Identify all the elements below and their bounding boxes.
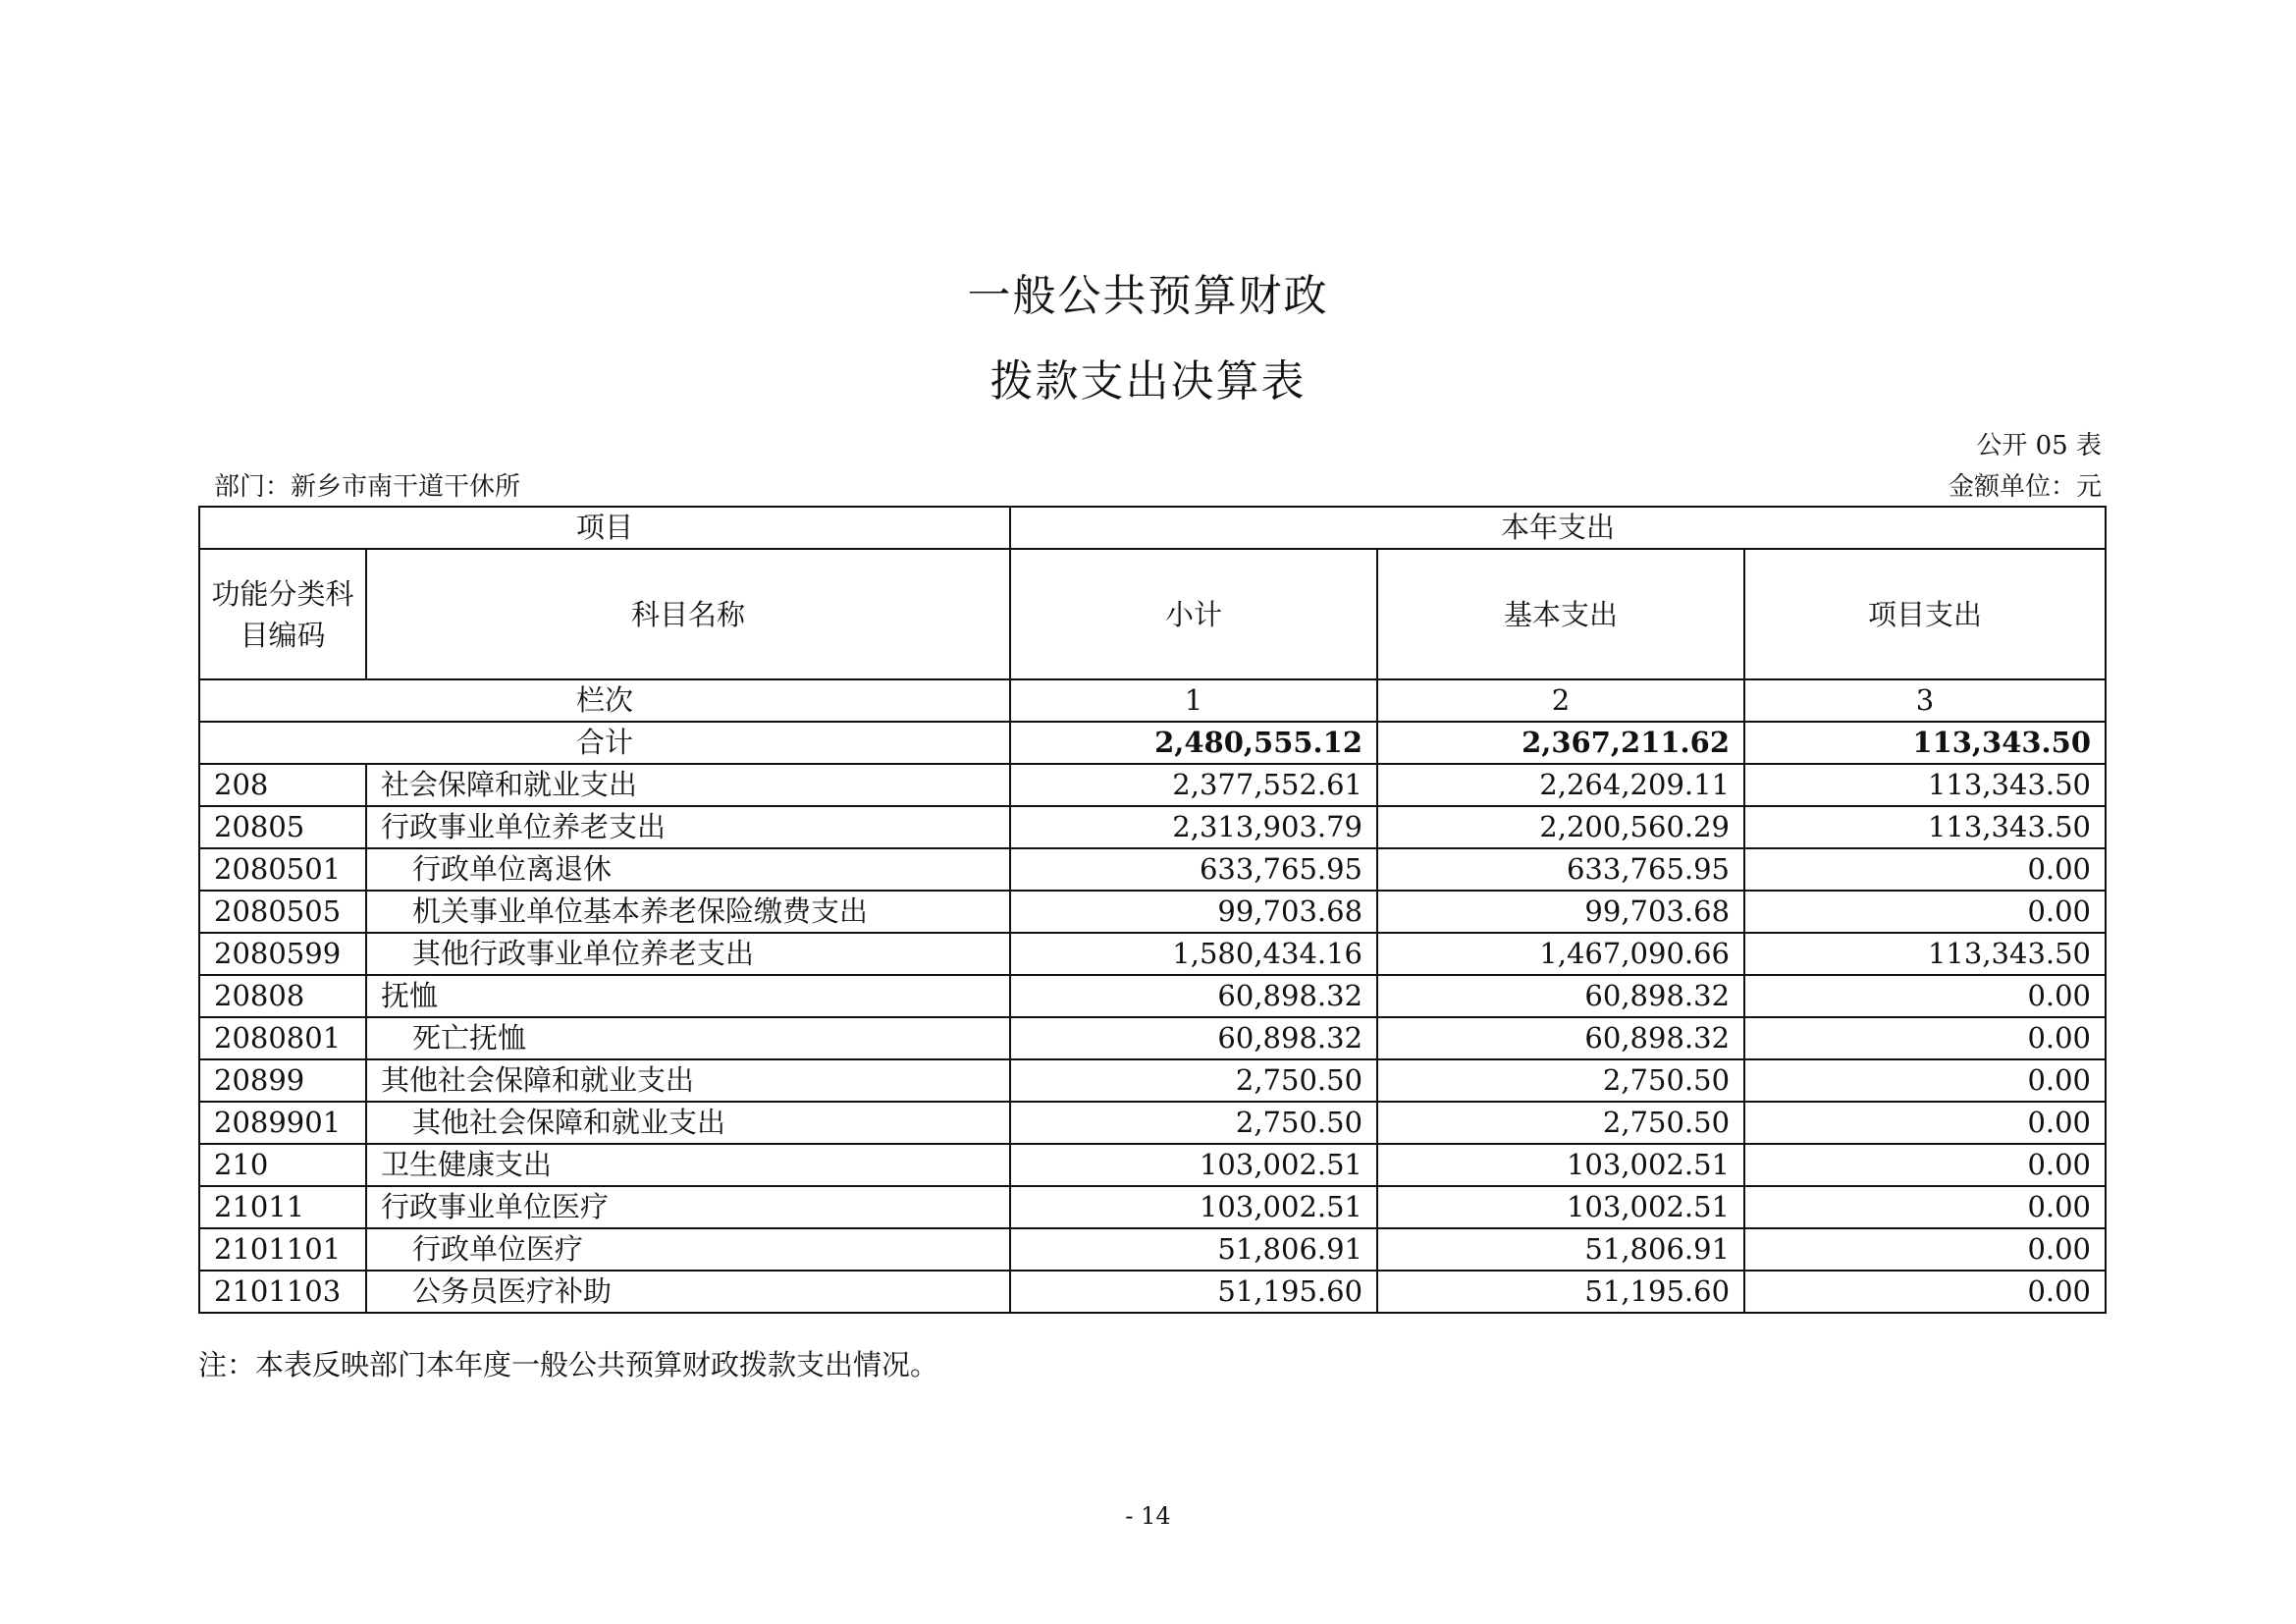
- header-name: 科目名称: [366, 549, 1010, 679]
- row-project: 0.00: [1744, 1271, 2106, 1313]
- row-code: 2101103: [199, 1271, 366, 1313]
- row-name: 死亡抚恤: [366, 1017, 1010, 1059]
- row-basic: 2,200,560.29: [1377, 806, 1744, 848]
- table-title-line2: 拨款支出决算表: [989, 356, 1307, 406]
- row-project: 0.00: [1744, 1228, 2106, 1271]
- table-note: 注：本表反映部门本年度一般公共预算财政拨款支出情况。: [198, 1348, 939, 1381]
- row-project: 0.00: [1744, 848, 2106, 891]
- header-row-1: [199, 507, 2106, 549]
- table-row: [199, 1102, 2106, 1144]
- row-subtotal: 103,002.51: [1010, 1186, 1377, 1228]
- table-row: [199, 933, 2106, 975]
- row-code: 2089901: [199, 1102, 366, 1144]
- row-basic: 2,264,209.11: [1377, 764, 1744, 806]
- row-project: 0.00: [1744, 975, 2106, 1017]
- table-row: [199, 848, 2106, 891]
- header-project: 项目: [199, 507, 1010, 549]
- row-name: 公务员医疗补助: [366, 1271, 1010, 1313]
- table-row: [199, 764, 2106, 806]
- row-subtotal: 1,580,434.16: [1010, 933, 1377, 975]
- expenditure-table: [198, 506, 2107, 1314]
- table-row: [199, 1228, 2106, 1271]
- row-project: 0.00: [1744, 1144, 2106, 1186]
- department-label: 部门：新乡市南干道干休所: [214, 472, 521, 502]
- row-code: 2080599: [199, 933, 366, 975]
- row-subtotal: 2,750.50: [1010, 1059, 1377, 1102]
- row-subtotal: 103,002.51: [1010, 1144, 1377, 1186]
- row-code: 20805: [199, 806, 366, 848]
- column-index-2: 2: [1377, 679, 1744, 722]
- total-subtotal: 2,480,555.12: [1010, 722, 1377, 764]
- row-project: 113,343.50: [1744, 806, 2106, 848]
- table-row: [199, 891, 2106, 933]
- row-project: 0.00: [1744, 891, 2106, 933]
- row-name: 社会保障和就业支出: [366, 764, 1010, 806]
- total-basic: 2,367,211.62: [1377, 722, 1744, 764]
- column-index-1: 1: [1010, 679, 1377, 722]
- row-code: 210: [199, 1144, 366, 1186]
- row-project: 0.00: [1744, 1017, 2106, 1059]
- total-project: 113,343.50: [1744, 722, 2106, 764]
- row-basic: 1,467,090.66: [1377, 933, 1744, 975]
- table-row: [199, 1186, 2106, 1228]
- total-label: 合计: [199, 722, 1010, 764]
- row-basic: 51,806.91: [1377, 1228, 1744, 1271]
- row-basic: 51,195.60: [1377, 1271, 1744, 1313]
- row-project: 0.00: [1744, 1102, 2106, 1144]
- row-subtotal: 60,898.32: [1010, 1017, 1377, 1059]
- row-name: 其他社会保障和就业支出: [366, 1059, 1010, 1102]
- row-name: 行政事业单位养老支出: [366, 806, 1010, 848]
- header-row-2: [199, 549, 2106, 679]
- row-name: 行政单位医疗: [366, 1228, 1010, 1271]
- row-subtotal: 2,313,903.79: [1010, 806, 1377, 848]
- row-basic: 103,002.51: [1377, 1144, 1744, 1186]
- row-name: 其他社会保障和就业支出: [366, 1102, 1010, 1144]
- row-code: 2080505: [199, 891, 366, 933]
- row-name: 行政事业单位医疗: [366, 1186, 1010, 1228]
- row-basic: 60,898.32: [1377, 1017, 1744, 1059]
- row-name: 卫生健康支出: [366, 1144, 1010, 1186]
- column-index-row: [199, 679, 2106, 722]
- table-row: [199, 975, 2106, 1017]
- row-basic: 2,750.50: [1377, 1102, 1744, 1144]
- page-number: - 14: [1125, 1502, 1171, 1530]
- row-code: 20808: [199, 975, 366, 1017]
- row-name: 其他行政事业单位养老支出: [366, 933, 1010, 975]
- header-subtotal: 小计: [1010, 549, 1377, 679]
- row-code: 2080501: [199, 848, 366, 891]
- table-title-line1: 一般公共预算财政: [967, 271, 1329, 321]
- row-basic: 60,898.32: [1377, 975, 1744, 1017]
- row-project: 0.00: [1744, 1186, 2106, 1228]
- form-number: 公开 05 表: [1976, 431, 2102, 460]
- row-code: 2080801: [199, 1017, 366, 1059]
- row-project: 113,343.50: [1744, 933, 2106, 975]
- column-index-3: 3: [1744, 679, 2106, 722]
- table-row: [199, 1271, 2106, 1313]
- row-name: 机关事业单位基本养老保险缴费支出: [366, 891, 1010, 933]
- column-index-label: 栏次: [199, 679, 1010, 722]
- header-code: 功能分类科目编码: [199, 549, 366, 679]
- row-code: 21011: [199, 1186, 366, 1228]
- row-code: 208: [199, 764, 366, 806]
- row-basic: 103,002.51: [1377, 1186, 1744, 1228]
- row-basic: 2,750.50: [1377, 1059, 1744, 1102]
- table-row: [199, 1017, 2106, 1059]
- row-project: 0.00: [1744, 1059, 2106, 1102]
- row-name: 抚恤: [366, 975, 1010, 1017]
- row-basic: 99,703.68: [1377, 891, 1744, 933]
- row-project: 113,343.50: [1744, 764, 2106, 806]
- row-code: 20899: [199, 1059, 366, 1102]
- header-project-expense: 项目支出: [1744, 549, 2106, 679]
- table-row: [199, 1144, 2106, 1186]
- header-basic: 基本支出: [1377, 549, 1744, 679]
- row-subtotal: 51,195.60: [1010, 1271, 1377, 1313]
- header-current-year: 本年支出: [1010, 507, 2106, 549]
- total-row: [199, 722, 2106, 764]
- row-subtotal: 99,703.68: [1010, 891, 1377, 933]
- row-subtotal: 633,765.95: [1010, 848, 1377, 891]
- row-subtotal: 51,806.91: [1010, 1228, 1377, 1271]
- row-subtotal: 2,750.50: [1010, 1102, 1377, 1144]
- row-subtotal: 60,898.32: [1010, 975, 1377, 1017]
- row-code: 2101101: [199, 1228, 366, 1271]
- table-row: [199, 806, 2106, 848]
- row-name: 行政单位离退休: [366, 848, 1010, 891]
- row-basic: 633,765.95: [1377, 848, 1744, 891]
- row-subtotal: 2,377,552.61: [1010, 764, 1377, 806]
- table-row: [199, 1059, 2106, 1102]
- currency-unit-label: 金额单位：元: [1948, 472, 2102, 502]
